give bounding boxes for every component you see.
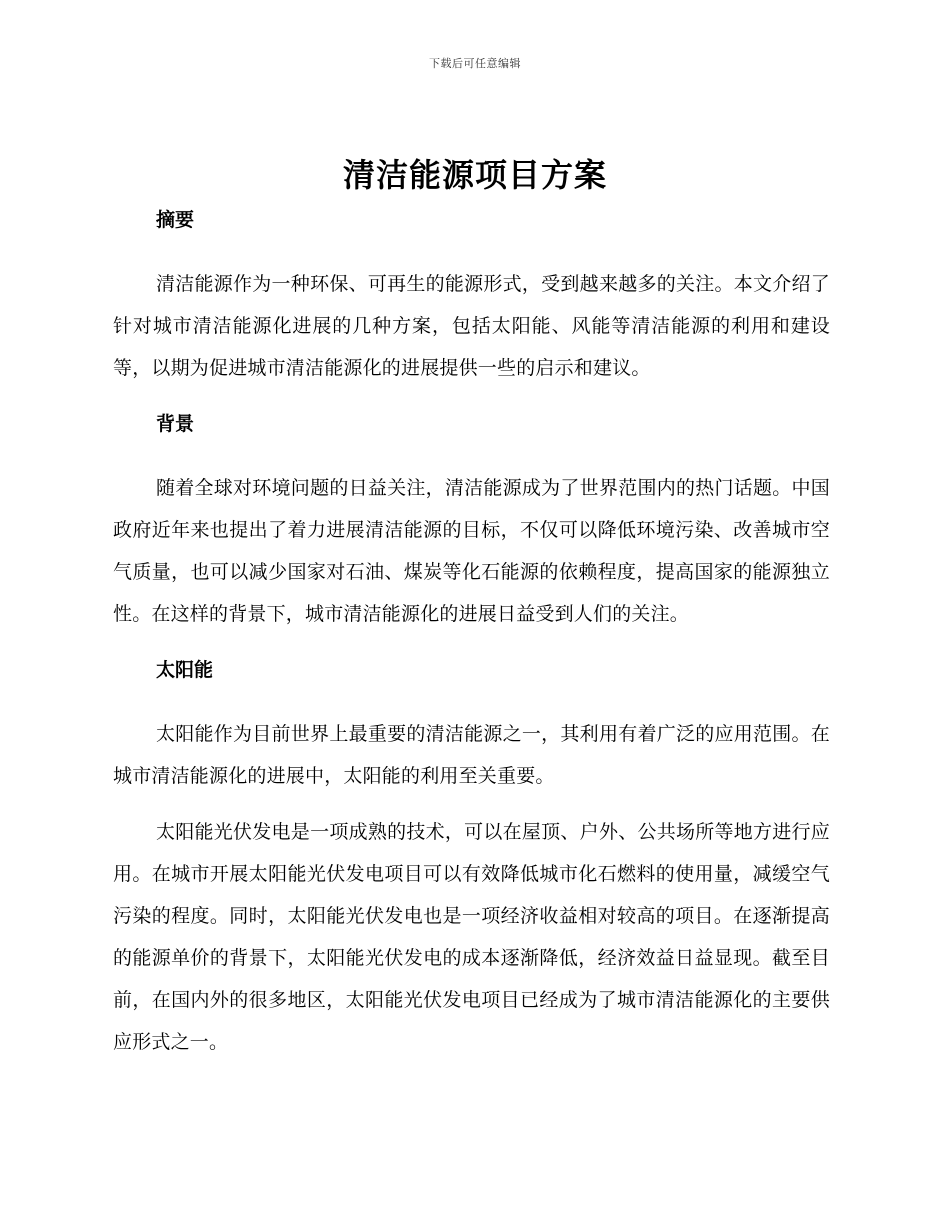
section-background-paragraph: 随着全球对环境问题的日益关注，清洁能源成为了世界范围内的热门话题。中国政府近年来也提出了着力进展清洁能源的目标，不仅可以降低环境污染、改善城市空气质量，也可以减少国家对石油、煤炭等化石能源的依赖程度，提高国家的能源独立性。在这样的背景下，城市清洁能源化的进展日益受到人们的关注。 [113, 477, 830, 625]
section-heading-background: 背景 [156, 413, 195, 435]
section-heading-abstract: 摘要 [156, 209, 195, 231]
section-solar-paragraph-2: 太阳能光伏发电是一项成熟的技术，可以在屋顶、户外、公共场所等地方进行应用。在城市开展太阳能光伏发电项目可以有效降低城市化石燃料的使用量，减缓空气污染的程度。同时，太阳能光伏发电也是一项经济收益相对较高的项目。在逐渐提高的能源单价的背景下，太阳能光伏发电的成本逐渐降低，经济效益日益显现。截至目前，在国内外的很多地区，太阳能光伏发电项目已经成为了城市清洁能源化的主要供应形式之一。 [113, 821, 830, 1053]
header-note: 下载后可任意编辑 [429, 57, 521, 70]
document-title: 清洁能源项目方案 [342, 156, 607, 194]
section-abstract-paragraph: 清洁能源作为一种环保、可再生的能源形式，受到越来越多的关注。本文介绍了针对城市清洁能源化进展的几种方案，包括太阳能、风能等清洁能源的利用和建设等，以期为促进城市清洁能源化的进展提供一些的启示和建议。 [113, 273, 830, 379]
document-body [113, 205, 830, 1077]
section-solar-paragraph-1: 太阳能作为目前世界上最重要的清洁能源之一，其利用有着广泛的应用范围。在城市清洁能源化的进展中，太阳能的利用至关重要。 [113, 723, 830, 787]
section-heading-solar: 太阳能 [156, 659, 214, 681]
